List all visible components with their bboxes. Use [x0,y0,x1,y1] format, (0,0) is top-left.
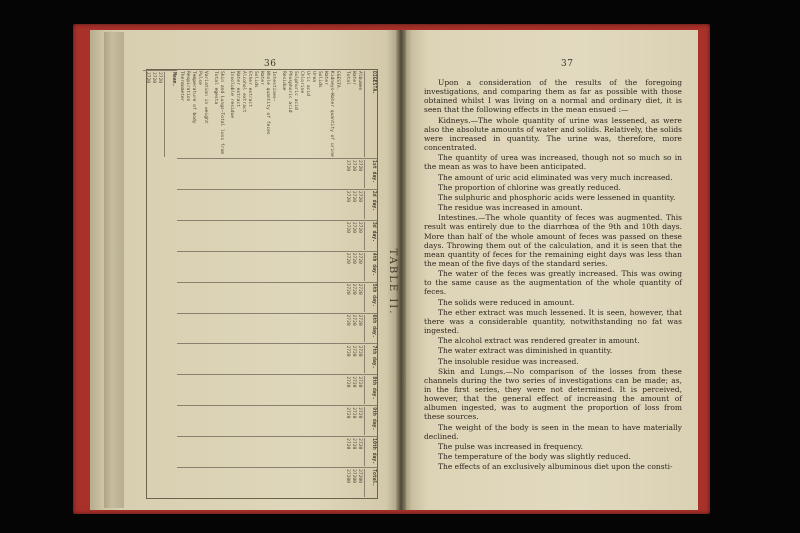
body-paragraph: The quantity of urea was increased, though not so much so in the mean as was to have been anticipated. [424,153,682,172]
table-cell: 2720 [151,72,156,84]
table-column [177,405,377,436]
table-row-label: Insoluble residue [229,71,234,119]
table-header-cell: 1st day. [364,160,376,188]
table-cell: 2720 [345,160,350,172]
table-cell: 2720 [345,283,350,295]
table-column [177,436,377,467]
table-cell: 2720 [351,221,356,233]
table-cell: 2720 [351,345,356,357]
table-cell: 2720 [351,376,356,388]
body-paragraph: The alcohol extract was rendered greater in amount. [438,336,640,346]
table-cell: 2720 [357,252,362,264]
right-page-text [424,78,682,472]
table-cell: 2720 [157,72,162,84]
table-cell: 2720 [351,314,356,326]
right-page-number: 37 [561,59,574,69]
table-cell: 2720 [345,314,350,326]
body-paragraph: The proportion of chlorine was greatly reduced. [438,182,621,192]
body-paragraph: The sulphuric and phosphoric acids were lessened in quantity. [438,192,676,202]
table-row-label: Respiration [185,71,190,102]
body-paragraph: Intestines.—The whole quantity of feces was augmented. This result was entirely due to the diarrhœa of the 9th and 10th days. More than half of the whole amount of feces was passed on these days. Throwing them out of the calculation, and it is seen that the mean quantity of feces for the remaining eight days was less than the mean of the five days of the standard series. [424,213,682,268]
table-row-label: Water extract [235,71,240,107]
table-row-label: Residue [281,71,286,91]
data-table [128,63,398,501]
table-header-cell: 4th day. [364,253,376,281]
table-cell: 2720 [345,345,350,357]
body-paragraph: The residue was increased in amount. [438,203,583,213]
table-header-cell: Total. [364,469,376,497]
table-cell: 2720 [145,72,150,84]
table-column [143,70,177,158]
table-title: TABLE II. [387,248,398,316]
body-paragraph: The water extract was diminished in quantity. [438,346,613,356]
table-cell: 2720 [357,345,362,357]
table-cell: 27200 [351,469,356,483]
table-column [177,282,377,313]
table-label-column [177,70,377,158]
table-header-cell: 6th day. [364,315,376,343]
table-header-cell: DIGESTA. [364,71,376,157]
body-paragraph: Kidneys.—The whole quantity of urine was lessened, as were also the absolute amounts of water and solids. Relatively, the solids were increased in quantity. The urine was, therefore, more concentrated. [424,115,682,153]
table-column [177,251,377,282]
table-row-label: Water [351,71,356,85]
table-row-label: Kidneys—Water quantity of urine [329,71,334,157]
table-header-cell: 8th day. [364,376,376,404]
table-section-label: Intestines— [271,71,276,102]
table-cell: 2720 [351,283,356,295]
table-cell: 27200 [345,469,350,483]
table-cell: 2720 [357,283,362,295]
table-row-label: Chlorine [299,71,304,94]
table-cell: 27200 [357,469,362,483]
table-cell: 2720 [357,160,362,172]
table-cell: 2720 [351,160,356,172]
table-header-cell: 7th day. [364,345,376,373]
table-cell: 2720 [357,314,362,326]
table-cell: 2720 [345,252,350,264]
table-column [177,220,377,251]
table-cell: 2720 [351,438,356,450]
table-row-label: Solids [253,71,258,88]
body-paragraph: The effects of an exclusively albuminous diet upon the consti- [438,462,673,472]
table-cell: 2720 [351,407,356,419]
left-page-number: 36 [264,59,277,69]
table-cell: 2720 [351,252,356,264]
table-row-label: Solids [317,71,322,88]
table-section-label: EGESTA. [335,71,340,91]
table-header-cell: 9th day. [364,407,376,435]
table-row-label: Urea [311,71,316,83]
table-column [177,343,377,374]
body-paragraph: Skin and Lungs.—No comparison of the losses from these channels during the two series of investigations can be made; as, in the first series, they were not determined. It is perceived, however, that the general effect of increasing the amount of albumen ingested, was to augment the proportion of loss from these sources. [424,366,682,422]
table-header-cell: Mean. [164,72,176,157]
table-cell: 2720 [345,221,350,233]
table-row-label: Alcohol extract [241,71,246,113]
body-paragraph: The insoluble residue was increased. [438,356,579,366]
table-header-cell: 10th day. [364,438,376,466]
table-column [177,189,377,220]
table-row-label: Thermometer [179,71,184,102]
table-row-label: Total [345,71,350,85]
body-paragraph: The solids were reduced in amount. [438,297,575,307]
body-paragraph: The ether extract was much lessened. It is seen, however, that there was a considerable quantity, notwithstanding no fat was ingested. [424,307,682,336]
table-column [177,158,377,189]
table-row-label: Temperature of body [191,71,196,124]
table-cell: 2720 [357,221,362,233]
table-header-cell: 2d day. [364,191,376,219]
body-paragraph: Upon a consideration of the results of the foregoing investigations, and comparing them as far as possible with those obtained whilst I was living on a normal and ordinary diet, it is seen that the following effects in the mean ensued :— [424,78,682,115]
table-row-label: Whole quantity of feces [265,71,270,135]
body-paragraph: The water of the feces was greatly increased. This was owing to the same cause as the augmentation of the whole quantity of feces. [424,269,682,297]
table-row-label: Skin and Lungs—Total loss from [219,71,224,154]
table-cell: 2720 [345,407,350,419]
body-paragraph: The amount of uric acid eliminated was very much increased. [438,172,673,182]
table-column [177,313,377,344]
table-row-label: Variation in weight [203,71,208,124]
table-cell: 2720 [357,190,362,202]
table-cell: 2720 [345,190,350,202]
table-cell: 2720 [345,376,350,388]
table-row-label: Pulse [197,71,202,85]
table-column [177,374,377,405]
table-row-label: Uric acid [305,71,310,96]
body-paragraph: The pulse was increased in frequency. [438,441,584,451]
table-cell: 2720 [357,407,362,419]
body-paragraph: The temperature of the body was slightly reduced. [438,452,631,462]
table-cell: 2720 [357,438,362,450]
table-grid [146,69,378,499]
table-header-cell: 3d day. [364,222,376,250]
table-row-label: Phosphoric acid [287,71,292,113]
table-column [177,467,377,498]
body-paragraph: The weight of the body is seen in the mean to have materially declined. [424,422,682,441]
table-row-label: Water [259,71,264,85]
table-row-label: Water [323,71,328,85]
table-cell: 2720 [351,190,356,202]
table-row-label: Sulphuric acid [293,71,298,110]
table-cell: 2720 [345,438,350,450]
page-edge [104,32,124,508]
table-cell: 2720 [357,376,362,388]
table-row-label: Total egesta [213,71,218,105]
table-header-cell: 5th day. [364,284,376,312]
table-row-label: Ether extract [247,71,252,107]
table-row-label: Albumen [357,71,362,91]
